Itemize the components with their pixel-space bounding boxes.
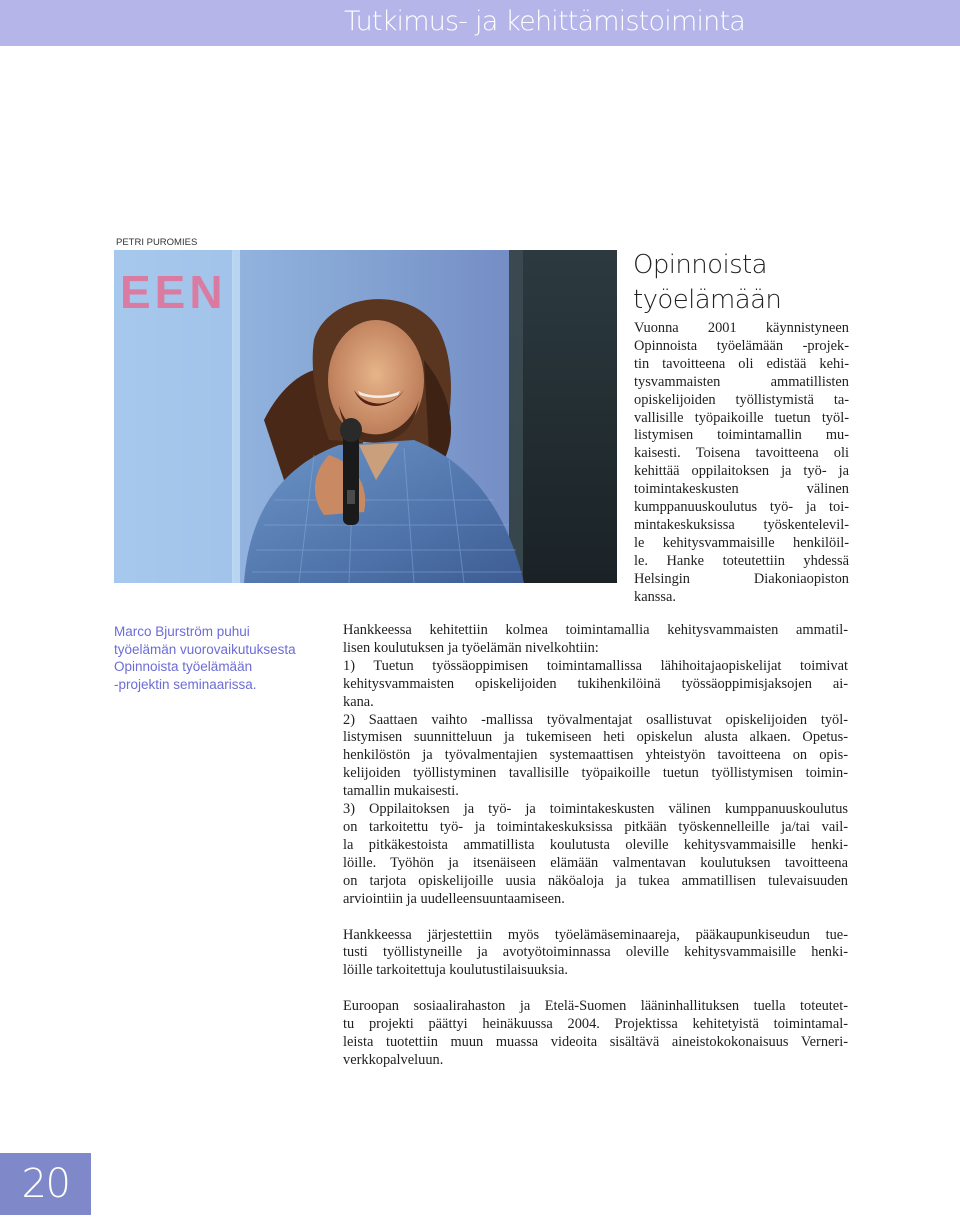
intro-line: Opinnoista työelämään -projek- <box>634 337 849 354</box>
body-line: 1) Tuetun työssäoppimisen toimintamallissa lähihoitajaopiskelijat toimivat <box>343 657 848 674</box>
photo-credit: PETRI PUROMIES <box>116 237 198 248</box>
intro-line: kaisesti. Toisena tavoitteena oli <box>634 445 849 462</box>
intro-line: Helsingin Diakoniaopiston <box>634 570 849 587</box>
intro-line: tin tavoitteena oli edistää kehi- <box>634 355 849 372</box>
body-line: kana. <box>343 693 374 710</box>
body-line: tamallin mukaisesti. <box>343 783 459 800</box>
intro-line: listymisen toimintamallin mu- <box>634 427 849 444</box>
intro-line: Vuonna 2001 käynnistyneen <box>634 320 849 336</box>
caption-line: työelämän vuorovaikutuksesta <box>114 641 296 657</box>
body-line: kehitysvammaisten opiskelijoiden tukihenkilöinä työssäoppimisjaksojen ai- <box>343 675 848 692</box>
intro-line: le. Hanke toteutettiin yhdessä <box>634 552 849 569</box>
body-line: Hankkeessa kehitettiin kolmea toimintamallia kehitysvammaisten ammatil- <box>343 622 848 638</box>
body-line: listymisen suunnitteluun ja tukemiseen heti opiskelun alusta alkaen. Opetus- <box>343 729 848 746</box>
body-paragraph <box>343 927 848 981</box>
title-line: työelämään <box>633 285 782 315</box>
intro-line: kumppanuuskoulutus työ- ja toi- <box>634 499 849 516</box>
body-line: 3) Oppilaitoksen ja työ- ja toimintakeskusten välinen kumppanuuskoulutus <box>343 801 848 818</box>
body-line: la pitkäkestoista ammatillista koulutusta oleville kehitysvammaisille henki- <box>343 836 848 853</box>
body-line: tusti työllistyneille ja avotyötoiminnassa oleville kehitysvammaisille henki- <box>343 944 848 961</box>
speaker-photo <box>114 250 617 583</box>
page-number: 20 <box>21 1161 70 1207</box>
photo-caption <box>114 623 329 693</box>
intro-line: opiskelijoiden työllistymistä ta- <box>634 391 849 408</box>
intro-line: tysvammaisten ammatillisten <box>634 373 849 390</box>
page-number-box <box>0 1153 91 1215</box>
body-line: verkkopalveluun. <box>343 1051 444 1068</box>
intro-line: le kehitysvammaisille henkilöil- <box>634 534 849 551</box>
intro-line: kehittää oppilaitoksen ja työ- ja <box>634 463 849 480</box>
body-line: leista tuotettiin muun muassa videoita sisältävä aineistokokonaisuus Verneri- <box>343 1034 848 1051</box>
article-body <box>343 622 848 1070</box>
body-line: Hankkeessa järjestettiin myös työelämäseminaareja, pääkaupunkiseudun tue- <box>343 926 848 943</box>
body-line: arviointiin ja uudelleensuuntaamiseen. <box>343 890 565 907</box>
sign-text: EEN <box>120 266 227 318</box>
body-line: Euroopan sosiaalirahaston ja Etelä-Suomen lääninhallituksen tuella toteutet- <box>343 998 848 1015</box>
intro-line: mintakeskuksissa työskentelevil- <box>634 516 849 533</box>
caption-line: -projektin seminaarissa. <box>114 676 257 692</box>
article-title <box>633 248 781 318</box>
body-line: kelijoiden työllistyminen tavallisille työpaikoille tuetun työllistymisen toimin- <box>343 765 848 782</box>
body-line: tu projekti päättyi heinäkuussa 2004. Projektissa kehitetyistä toimintamal- <box>343 1016 848 1033</box>
body-line: 2) Saattaen vaihto -mallissa työvalmentajat osallistuvat opiskelijoiden työl- <box>343 711 848 728</box>
body-paragraph <box>343 998 848 1070</box>
body-line: löille. Työhön ja itsenäiseen elämään valmentavan koulutuksen tavoitteena <box>343 854 848 871</box>
body-line: on tarkoitettu työ- ja toimintakeskuksissa pitkään työskennelleille ja/tai vail- <box>343 818 848 835</box>
intro-line: vallisille työpaikoille tuetun työl- <box>634 409 849 426</box>
caption-line: Opinnoista työelämään <box>114 659 253 674</box>
intro-paragraph <box>634 320 849 607</box>
body-line: on tarjota opiskelijoille uusia näköaloja ja tukea ammatillisen tulevaisuuden <box>343 872 848 889</box>
body-line: löille tarkoitettuja koulutustilaisuuksia. <box>343 962 569 979</box>
title-line: Opinnoista <box>633 250 767 280</box>
body-line: henkilöstön ja työvalmentajien systemaattisen yhteistyön tavoitteena on opis- <box>343 747 848 764</box>
section-title: Tutkimus- ja kehittämistoiminta <box>344 6 746 37</box>
body-paragraph <box>343 622 848 909</box>
caption-line: Marco Bjurström puhui <box>114 624 250 639</box>
intro-line: kanssa. <box>634 588 676 605</box>
header-bar <box>0 0 960 46</box>
body-line: lisen koulutuksen ja työelämän nivelkohtiin: <box>343 639 599 656</box>
intro-line: toimintakeskusten välinen <box>634 481 849 498</box>
